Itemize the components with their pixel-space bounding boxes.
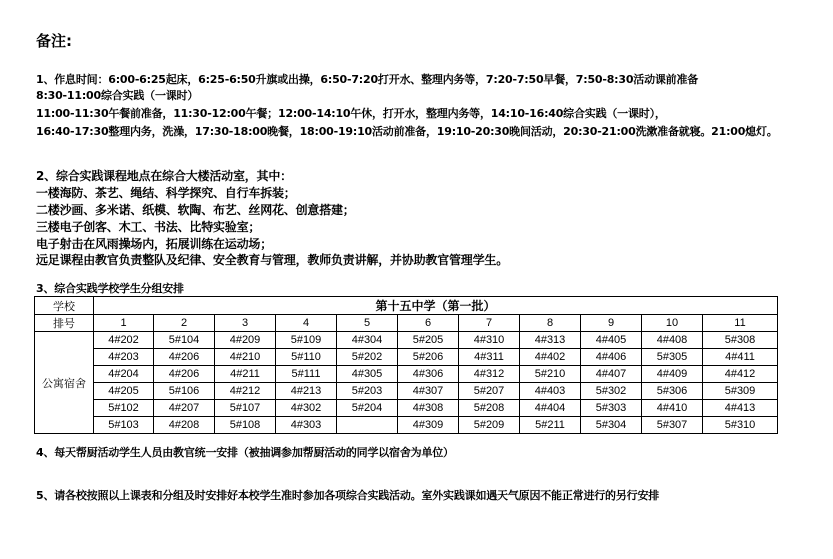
table-cell: 4#410	[642, 400, 703, 417]
table-cell: 5#304	[581, 417, 642, 434]
rank-number: 2	[154, 315, 215, 332]
table-cell: 5#205	[398, 332, 459, 349]
table-cell: 5#103	[94, 417, 154, 434]
rank-number: 10	[642, 315, 703, 332]
rank-number: 6	[398, 315, 459, 332]
table-cell: 5#305	[642, 349, 703, 366]
table-cell: 4#409	[642, 366, 703, 383]
table-cell: 4#205	[94, 383, 154, 400]
table-cell: 5#303	[581, 400, 642, 417]
table-cell: 5#206	[398, 349, 459, 366]
table-cell: 5#111	[276, 366, 337, 383]
table-cell: 4#203	[94, 349, 154, 366]
school-name: 第十五中学（第一批）	[94, 297, 778, 315]
table-cell: 4#311	[459, 349, 520, 366]
table-cell: 5#306	[642, 383, 703, 400]
location-line-4: 三楼电子创客、木工、书法、比特实验室；	[36, 220, 261, 234]
table-cell: 4#307	[398, 383, 459, 400]
table-cell: 5#209	[459, 417, 520, 434]
table-cell: 4#303	[276, 417, 337, 434]
table-cell: 5#308	[703, 332, 778, 349]
table-cell: 5#203	[337, 383, 398, 400]
grouping-heading: 3、综合实践学校学生分组安排	[36, 282, 184, 295]
table-cell: 4#308	[398, 400, 459, 417]
rank-number: 7	[459, 315, 520, 332]
location-line-6: 远足课程由教官负责整队及纪律、安全教育与管理，教师负责讲解，并协助教官管理学生。	[36, 253, 509, 267]
table-cell: 4#402	[520, 349, 581, 366]
table-cell: 4#302	[276, 400, 337, 417]
table-cell: 4#404	[520, 400, 581, 417]
table-cell: 4#403	[520, 383, 581, 400]
table-cell: 4#305	[337, 366, 398, 383]
location-line-1: 2、综合实践课程地点在综合大楼活动室，其中：	[36, 169, 292, 183]
rank-label: 排号	[35, 315, 94, 332]
table-cell: 4#412	[703, 366, 778, 383]
table-cell: 5#302	[581, 383, 642, 400]
schedule-line-2: 8:30-11:00综合实践（一课时）	[36, 89, 199, 102]
table-cell: 4#408	[642, 332, 703, 349]
table-cell: 4#206	[154, 366, 215, 383]
table-cell: 4#310	[459, 332, 520, 349]
table-row	[35, 400, 778, 417]
table-cell: 4#212	[215, 383, 276, 400]
table-cell: 4#407	[581, 366, 642, 383]
kitchen-duty-note: 4、每天帮厨活动学生人员由教官统一安排（被抽调参加帮厨活动的同学以宿舍为单位）	[36, 446, 454, 459]
attendance-note: 5、请各校按照以上课表和分组及时安排好本校学生准时参加各项综合实践活动。室外实践课如遇天气原因不能正常进行的另行安排	[36, 489, 660, 502]
grouping-table	[34, 296, 778, 434]
table-cell: 4#413	[703, 400, 778, 417]
table-cell: 5#207	[459, 383, 520, 400]
rank-number: 3	[215, 315, 276, 332]
table-cell: 5#102	[94, 400, 154, 417]
location-line-3: 二楼沙画、多米诺、纸模、软陶、布艺、丝网花、创意搭建；	[36, 203, 355, 217]
table-cell: 5#208	[459, 400, 520, 417]
table-cell: 4#208	[154, 417, 215, 434]
table-header-row	[35, 297, 778, 315]
table-cell: 4#207	[154, 400, 215, 417]
rank-number: 5	[337, 315, 398, 332]
rank-number: 4	[276, 315, 337, 332]
table-cell: 4#306	[398, 366, 459, 383]
table-cell: 4#309	[398, 417, 459, 434]
table-cell: 5#309	[703, 383, 778, 400]
dorm-label: 公寓宿舍	[35, 332, 94, 434]
location-line-2: 一楼海防、茶艺、绳结、科学探究、自行车拆装；	[36, 186, 296, 200]
table-row	[35, 417, 778, 434]
table-cell: 5#211	[520, 417, 581, 434]
table-cell: 4#313	[520, 332, 581, 349]
table-cell: 4#213	[276, 383, 337, 400]
table-cell: 5#106	[154, 383, 215, 400]
rank-number: 9	[581, 315, 642, 332]
table-cell	[337, 417, 398, 434]
table-cell: 4#411	[703, 349, 778, 366]
table-cell: 5#202	[337, 349, 398, 366]
table-cell: 4#210	[215, 349, 276, 366]
notes-title: 备注:	[36, 32, 72, 50]
table-cell: 5#310	[703, 417, 778, 434]
table-cell: 5#210	[520, 366, 581, 383]
table-row	[35, 349, 778, 366]
table-cell: 4#304	[337, 332, 398, 349]
rank-row	[35, 315, 778, 332]
table-cell: 5#204	[337, 400, 398, 417]
table-row	[35, 366, 778, 383]
schedule-line-3: 11:00-11:30午餐前准备，11:30-12:00午餐；12:00-14:10午休，打开水，整理内务等，14:10-16:40综合实践（一课时），	[36, 107, 666, 120]
rank-number: 1	[94, 315, 154, 332]
table-cell: 4#209	[215, 332, 276, 349]
rank-number: 11	[703, 315, 778, 332]
table-cell: 5#104	[154, 332, 215, 349]
table-row	[35, 383, 778, 400]
schedule-line-4: 16:40-17:30整理内务，洗澡，17:30-18:00晚餐，18:00-19:10活动前准备，19:10-20:30晚间活动，20:30-21:00洗漱准备就寝。21:00熄灯。	[36, 125, 778, 138]
school-label: 学校	[35, 297, 94, 315]
table-cell: 4#211	[215, 366, 276, 383]
table-cell: 5#110	[276, 349, 337, 366]
rank-number: 8	[520, 315, 581, 332]
location-line-5: 电子射击在风雨操场内，拓展训练在运动场；	[36, 237, 273, 251]
table-cell: 5#307	[642, 417, 703, 434]
table-cell: 5#108	[215, 417, 276, 434]
table-cell: 4#405	[581, 332, 642, 349]
table-cell: 5#109	[276, 332, 337, 349]
table-row	[35, 332, 778, 349]
table-cell: 5#107	[215, 400, 276, 417]
table-cell: 4#312	[459, 366, 520, 383]
table-cell: 4#406	[581, 349, 642, 366]
schedule-line-1: 1、作息时间：6:00-6:25起床，6:25-6:50升旗或出操，6:50-7:20打开水、整理内务等，7:20-7:50早餐，7:50-8:30活动课前准备	[36, 73, 699, 86]
table-cell: 4#204	[94, 366, 154, 383]
table-cell: 4#206	[154, 349, 215, 366]
table-cell: 4#202	[94, 332, 154, 349]
